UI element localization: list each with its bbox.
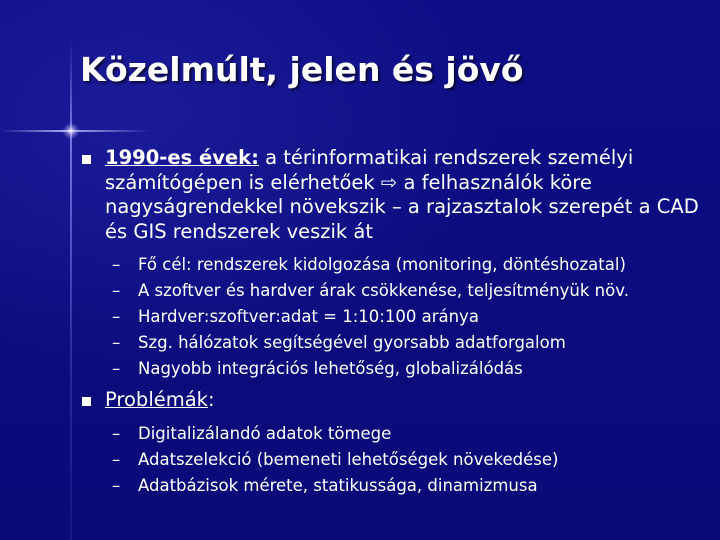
sub-item-text: Nagyobb integrációs lehetőség, globalizálódás	[138, 359, 523, 378]
sub-item-text: Hardver:szoftver:adat = 1:10:100 aránya	[138, 307, 479, 326]
bullet-text: a térinformatikai rendszerek személyi számítógépen is elérhetőek ⇨ a felhasználók köre nagyságrendekkel növekszik – a rajzasztalok szerepét a CAD és GIS rendszerek veszik át	[105, 146, 699, 243]
decorative-sparkle	[63, 123, 79, 139]
dash-marker: –	[112, 449, 121, 469]
square-bullet-icon	[82, 155, 91, 164]
dash-marker: –	[112, 333, 121, 352]
sub-list-item	[82, 447, 702, 473]
sub-list-item	[82, 473, 702, 499]
decorative-vertical-line	[70, 40, 72, 540]
bullet-item	[82, 146, 702, 244]
square-bullet-icon	[82, 397, 91, 406]
slide-content	[82, 146, 702, 499]
dash-marker: –	[112, 423, 121, 443]
sub-item-text: Digitalizálandó adatok tömege	[138, 423, 392, 443]
sub-list-item	[82, 330, 702, 356]
dash-marker: –	[112, 255, 121, 274]
slide-title: Közelmúlt, jelen és jövő	[80, 50, 524, 89]
sub-list-item	[82, 356, 702, 382]
sub-list-item	[82, 278, 702, 304]
bullet-item	[82, 388, 702, 413]
sub-item-text: Szg. hálózatok segítségével gyorsabb adatforgalom	[138, 333, 566, 352]
dash-marker: –	[112, 307, 121, 326]
sub-item-text: A szoftver és hardver árak csökkenése, teljesítményük növ.	[138, 281, 629, 300]
bullet-label: Problémák	[105, 388, 208, 411]
bullet-text: :	[207, 388, 215, 411]
sub-item-text: Adatszelekció (bemeneti lehetőségek növekedése)	[138, 449, 559, 469]
sub-item-text: Fő cél: rendszerek kidolgozása (monitoring, döntéshozatal)	[138, 255, 626, 274]
dash-marker: –	[112, 475, 121, 495]
sub-item-text: Adatbázisok mérete, statikussága, dinamizmusa	[138, 475, 538, 495]
sub-list	[82, 252, 702, 382]
dash-marker: –	[112, 281, 121, 300]
sub-list	[82, 421, 702, 499]
bullet-label: 1990-es évek:	[105, 146, 259, 169]
dash-marker: –	[112, 359, 121, 378]
sub-list-item	[82, 304, 702, 330]
sub-list-item	[82, 252, 702, 278]
sub-list-item	[82, 421, 702, 447]
